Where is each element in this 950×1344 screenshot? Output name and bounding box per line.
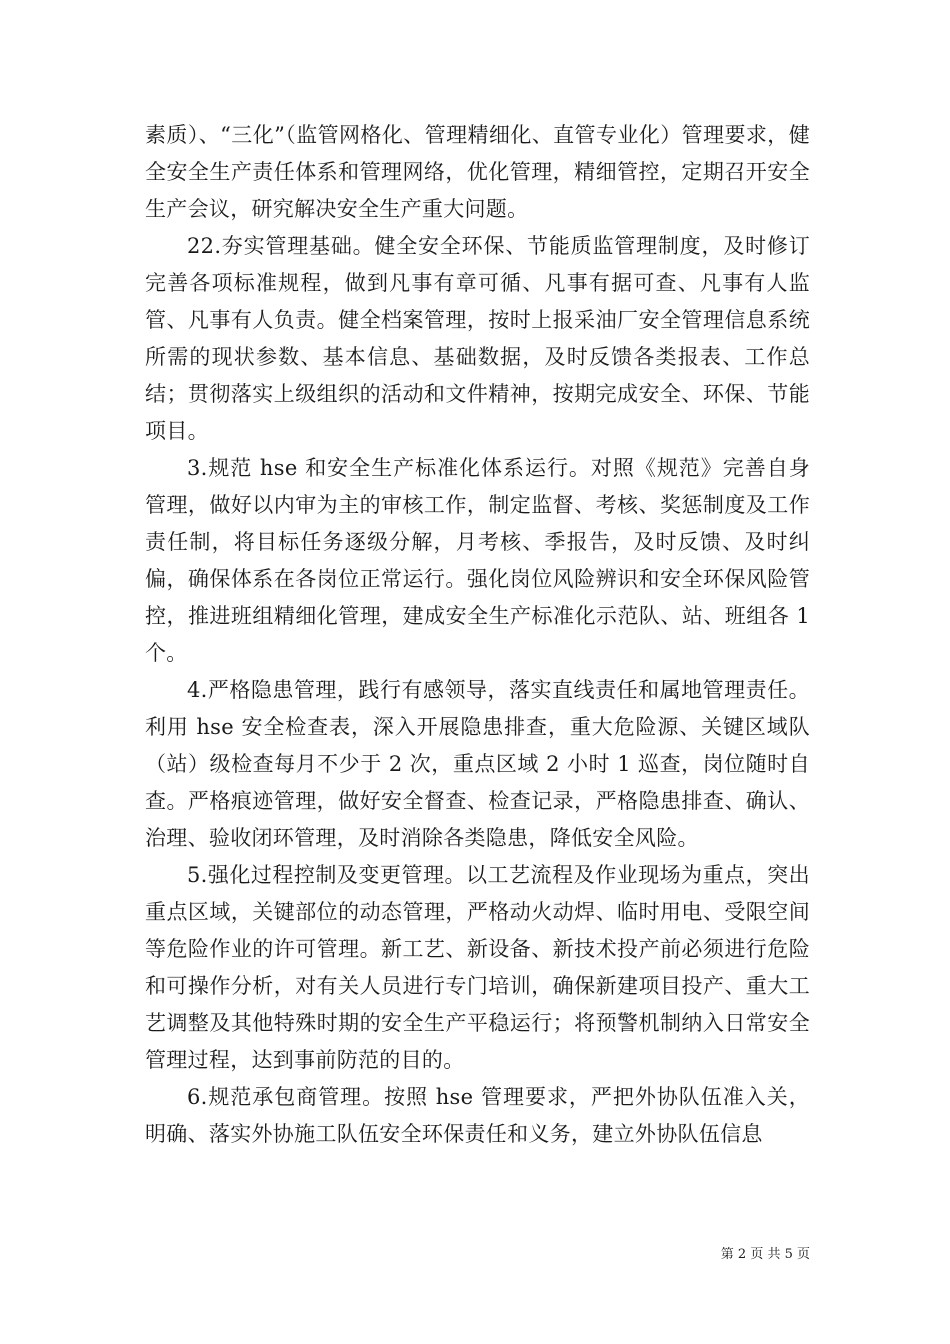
paragraph-3: 3.规范 hse 和安全生产标准化体系运行。对照《规范》完善自身管理，做好以内审为主的审核工作，制定监督、考核、奖惩制度及工作责任制，将目标任务逐级分解，月考核、季报告，及时反馈、及时纠偏，确保体系在各岗位正常运行。强化岗位风险辨识和安全环保风险管控，推进班组精细化管理，建成安全生产标准化示范队、站、班组各 1 个。 [145, 456, 810, 665]
paragraph-5: 5.强化过程控制及变更管理。以工艺流程及作业现场为重点，突出重点区域，关键部位的动态管理，严格动火动焊、临时用电、受限空间等危险作业的许可管理。新工艺、新设备、新技术投产前必须进行危险和可操作分析，对有关人员进行专门培训，确保新建项目投产、重大工艺调整及其他特殊时期的安全生产平稳运行；将预警机制纳入日常安全管理过程，达到事前防范的目的。 [145, 863, 810, 1072]
paragraph-continuation: 素质）、“三化”（监管网格化、管理精细化、直管专业化）管理要求，健全安全生产责任体系和管理网络，优化管理，精细管控，定期召开安全生产会议，研究解决安全生产重大问题。 [145, 123, 810, 221]
paragraph-22: 22.夯实管理基础。健全安全环保、节能质监管理制度，及时修订完善各项标准规程，做到凡事有章可循、凡事有据可查、凡事有人监管、凡事有人负责。健全档案管理，按时上报采油厂安全管理信息系统所需的现状参数、基本信息、基础数据，及时反馈各类报表、工作总结；贯彻落实上级组织的活动和文件精神，按期完成安全、环保、节能项目。 [145, 234, 810, 443]
page-number-footer: 第 2 页 共 5 页 [720, 1247, 810, 1262]
paragraph-6: 6.规范承包商管理。按照 hse 管理要求，严把外协队伍准入关，明确、落实外协施工队伍安全环保责任和义务，建立外协队伍信息 [145, 1085, 810, 1146]
document-body [145, 117, 810, 1153]
paragraph-4: 4.严格隐患管理，践行有感领导，落实直线责任和属地管理责任。利用 hse 安全检查表，深入开展隐患排查，重大危险源、关键区域队（站）级检查每月不少于 2 次，重点区域 2 小时 1 巡查，岗位随时自查。严格痕迹管理，做好安全督查、检查记录，严格隐患排查、确认、治理、验收闭环管理，及时消除各类隐患，降低安全风险。 [145, 678, 810, 850]
